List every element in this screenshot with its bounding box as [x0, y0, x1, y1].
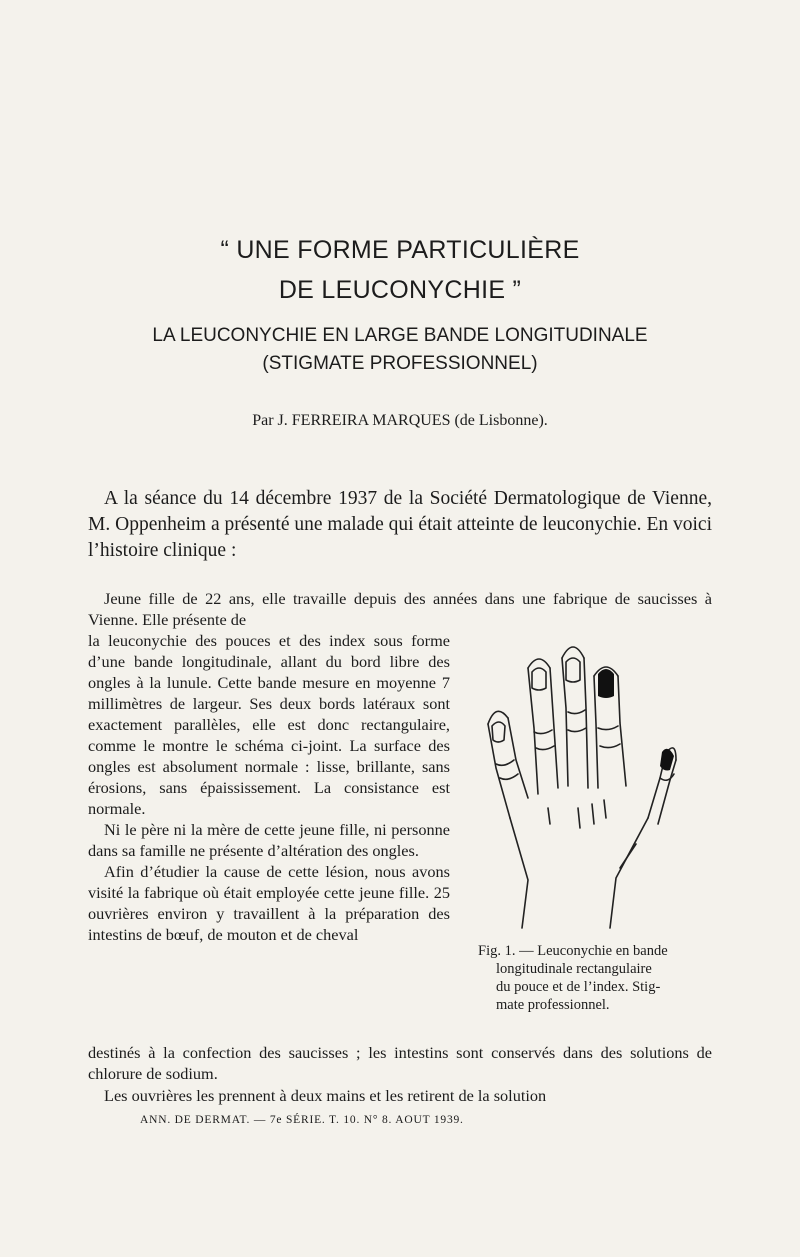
subtitle-line-2: (STIGMATE PROFESSIONNEL) — [262, 353, 538, 374]
case-paragraph-3-full: destinés à la confection des saucisses ; les intestins sont conservés dans des solutions de chlorure de sodium. — [88, 1043, 712, 1083]
case-paragraph-3-narrow — [88, 861, 450, 945]
caption-line-4: mate professionnel. — [496, 997, 610, 1013]
case-text-3a: Afin d’étudier la cause de cette lésion, nous avons visité la fabrique où était employée cette jeune fille. 25 ouvrières environ y travaillent à la préparation des intestins de bœuf, de mouton et de cheval — [88, 862, 450, 944]
case-text-4: Les ouvrières les prennent à deux mains et les retirent de la solution — [104, 1086, 547, 1105]
case-paragraph-1-full — [88, 588, 712, 630]
case-paragraph-1-narrow: la leuconychie des pouces et des index sous forme d’une bande longitudinale, allant du bord libre des ongles à la lunule. Cette bande mesure en moyenne 7 millimètres de largeur. Ses deux bords latéraux sont exactement parallèles, elle est donc rectangulaire, comme le montre le schéma ci-joint. La surface des ongles est absolument normale : lisse, brillante, sans érosions, sans épaississement. La consistance est normale. — [88, 631, 450, 818]
case-paragraph-2 — [88, 819, 450, 861]
intro-paragraph — [88, 486, 712, 564]
caption-line-3: du pouce et de l’index. Stig- — [496, 979, 661, 995]
case-text-1a: Jeune fille de 22 ans, elle travaille depuis des années dans une fabrique de saucisses à Vienne. Elle présente de — [88, 589, 712, 629]
case-paragraph-4 — [88, 1085, 712, 1106]
article-subtitle — [60, 322, 740, 378]
figure-caption — [478, 942, 710, 1014]
article-title — [80, 230, 720, 310]
hand-illustration — [470, 628, 720, 948]
journal-footer: ANN. DE DERMAT. — 7e SÉRIE. T. 10. N° 8. AOUT 1939. — [140, 1114, 464, 1126]
title-line-1: “ UNE FORME PARTICULIÈRE — [220, 236, 580, 264]
case-text-2: Ni le père ni la mère de cette jeune fille, ni personne dans sa famille ne présente d’altération des ongles. — [88, 820, 450, 860]
caption-line-1: Fig. 1. — Leuconychie en bande — [478, 943, 668, 959]
narrow-column — [88, 630, 450, 945]
subtitle-line-1: LA LEUCONYCHIE EN LARGE BANDE LONGITUDINALE — [152, 325, 648, 346]
caption-line-2: longitudinale rectangulaire — [496, 961, 652, 977]
intro-text: A la séance du 14 décembre 1937 de la Société Dermatologique de Vienne, M. Oppenheim a présenté une malade qui était atteinte de leuconychie. En voici l’histoire clinique : — [88, 488, 712, 561]
author-line: Par J. FERREIRA MARQUES (de Lisbonne). — [252, 412, 548, 429]
title-line-2: DE LEUCONYCHIE ” — [278, 276, 522, 304]
